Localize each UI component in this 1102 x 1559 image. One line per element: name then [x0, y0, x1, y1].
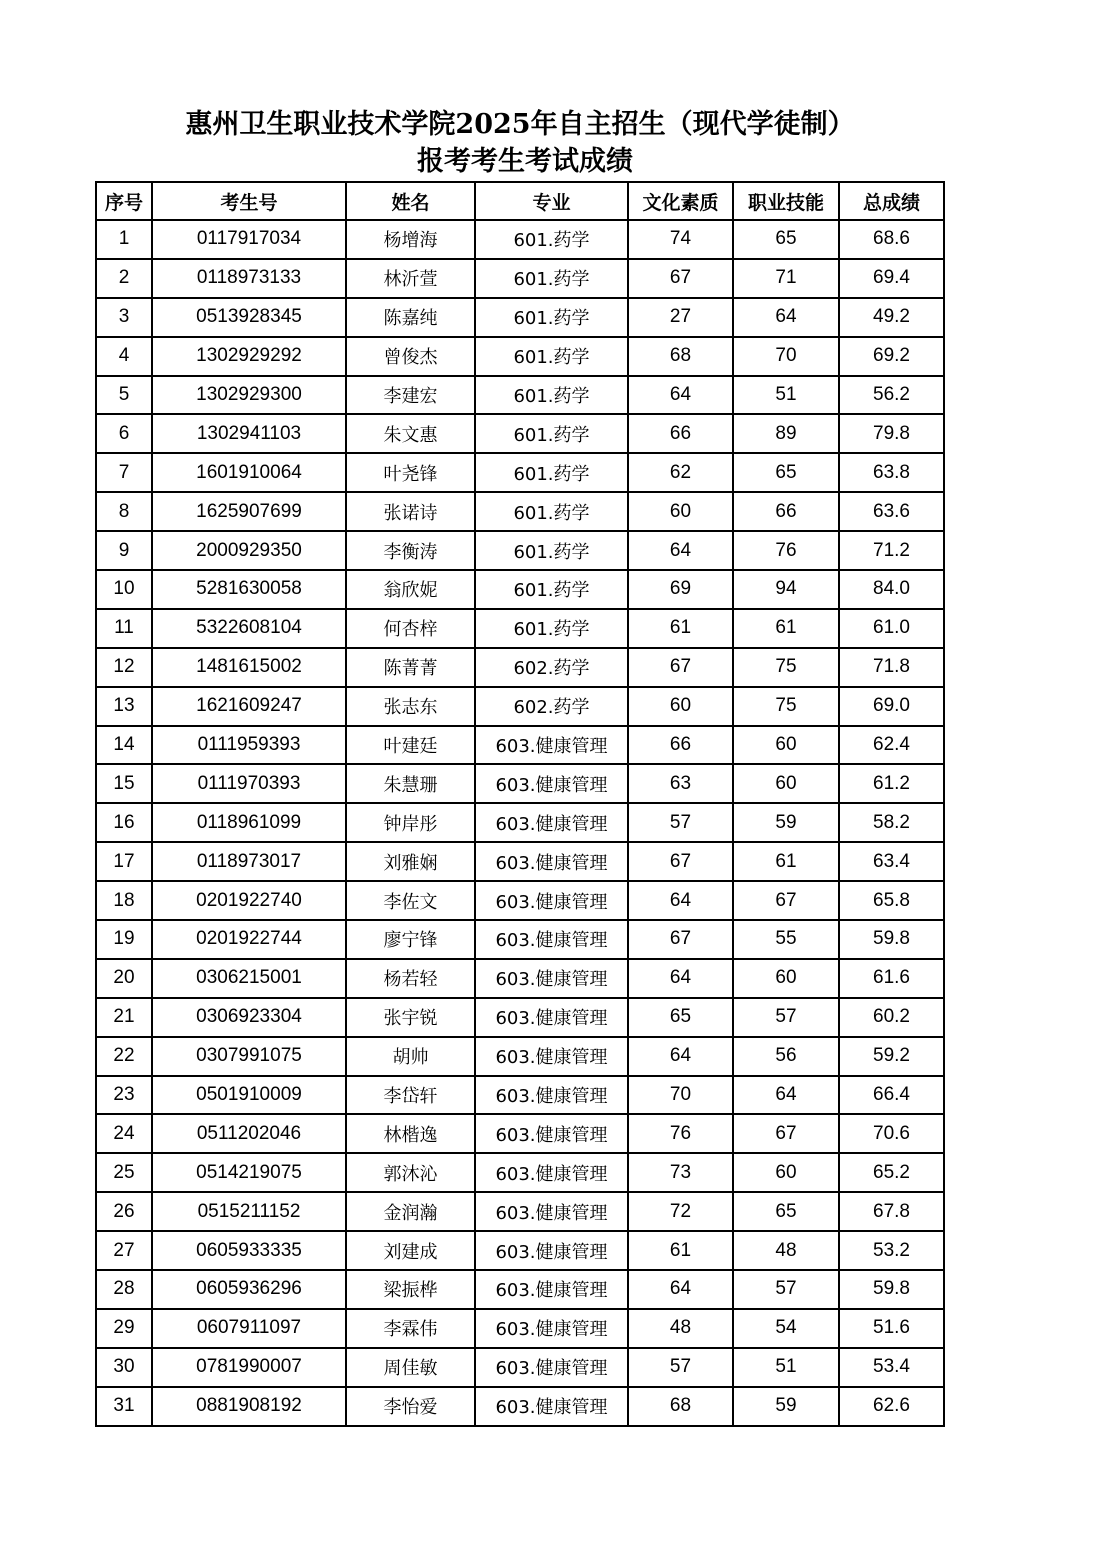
cell-skill-score: 76 [733, 531, 839, 570]
table-row [96, 648, 944, 687]
cell-major: 603.健康管理 [475, 842, 628, 881]
cell-index: 7 [96, 453, 152, 492]
table-row [96, 337, 944, 376]
cell-culture-score: 57 [628, 1348, 733, 1387]
cell-culture-score: 60 [628, 687, 733, 726]
cell-name: 林沂萱 [346, 259, 475, 298]
cell-skill-score: 65 [733, 1192, 839, 1231]
cell-major: 601.药学 [475, 414, 628, 453]
cell-name: 何杏梓 [346, 609, 475, 648]
cell-major: 602.药学 [475, 648, 628, 687]
cell-total-score: 71.8 [839, 648, 944, 687]
cell-index: 27 [96, 1231, 152, 1270]
cell-exam-id: 0501910009 [152, 1076, 346, 1115]
cell-name: 杨若轻 [346, 959, 475, 998]
cell-exam-id: 5281630058 [152, 570, 346, 609]
cell-total-score: 68.6 [839, 220, 944, 259]
cell-name: 郭沐沁 [346, 1153, 475, 1192]
cell-exam-id: 1621609247 [152, 687, 346, 726]
cell-total-score: 59.8 [839, 1270, 944, 1309]
cell-exam-id: 1302929292 [152, 337, 346, 376]
cell-exam-id: 0307991075 [152, 1037, 346, 1076]
cell-skill-score: 65 [733, 453, 839, 492]
table-row [96, 1192, 944, 1231]
cell-index: 3 [96, 298, 152, 337]
table-row [96, 1270, 944, 1309]
cell-culture-score: 74 [628, 220, 733, 259]
cell-major: 603.健康管理 [475, 1270, 628, 1309]
cell-index: 12 [96, 648, 152, 687]
cell-total-score: 61.6 [839, 959, 944, 998]
cell-skill-score: 51 [733, 1348, 839, 1387]
header-name: 姓名 [346, 182, 475, 220]
cell-name: 刘雅娴 [346, 842, 475, 881]
cell-total-score: 66.4 [839, 1076, 944, 1115]
cell-culture-score: 67 [628, 259, 733, 298]
cell-index: 25 [96, 1153, 152, 1192]
cell-culture-score: 61 [628, 609, 733, 648]
cell-major: 603.健康管理 [475, 881, 628, 920]
cell-major: 603.健康管理 [475, 803, 628, 842]
cell-skill-score: 54 [733, 1309, 839, 1348]
cell-total-score: 53.4 [839, 1348, 944, 1387]
cell-total-score: 67.8 [839, 1192, 944, 1231]
table-row [96, 414, 944, 453]
cell-index: 22 [96, 1037, 152, 1076]
cell-exam-id: 2000929350 [152, 531, 346, 570]
cell-skill-score: 60 [733, 764, 839, 803]
cell-exam-id: 0117917034 [152, 220, 346, 259]
cell-name: 胡帅 [346, 1037, 475, 1076]
cell-skill-score: 57 [733, 998, 839, 1037]
cell-major: 603.健康管理 [475, 1153, 628, 1192]
cell-skill-score: 71 [733, 259, 839, 298]
cell-culture-score: 72 [628, 1192, 733, 1231]
cell-name: 李怡爱 [346, 1387, 475, 1426]
cell-culture-score: 67 [628, 842, 733, 881]
cell-name: 刘建成 [346, 1231, 475, 1270]
cell-major: 601.药学 [475, 259, 628, 298]
cell-exam-id: 0607911097 [152, 1309, 346, 1348]
cell-name: 张宇锐 [346, 998, 475, 1037]
cell-major: 603.健康管理 [475, 1231, 628, 1270]
cell-name: 曾俊杰 [346, 337, 475, 376]
cell-major: 601.药学 [475, 531, 628, 570]
cell-major: 603.健康管理 [475, 1037, 628, 1076]
cell-major: 603.健康管理 [475, 1192, 628, 1231]
cell-total-score: 62.4 [839, 726, 944, 765]
cell-culture-score: 62 [628, 453, 733, 492]
cell-name: 钟岸彤 [346, 803, 475, 842]
cell-major: 603.健康管理 [475, 764, 628, 803]
cell-exam-id: 0111970393 [152, 764, 346, 803]
cell-major: 603.健康管理 [475, 1309, 628, 1348]
cell-index: 8 [96, 492, 152, 531]
cell-exam-id: 0118973133 [152, 259, 346, 298]
cell-total-score: 58.2 [839, 803, 944, 842]
cell-major: 602.药学 [475, 687, 628, 726]
table-row [96, 726, 944, 765]
cell-skill-score: 66 [733, 492, 839, 531]
cell-total-score: 51.6 [839, 1309, 944, 1348]
table-row [96, 570, 944, 609]
cell-name: 李霖伟 [346, 1309, 475, 1348]
cell-index: 19 [96, 920, 152, 959]
cell-culture-score: 65 [628, 998, 733, 1037]
cell-index: 15 [96, 764, 152, 803]
cell-skill-score: 57 [733, 1270, 839, 1309]
cell-total-score: 63.4 [839, 842, 944, 881]
cell-index: 16 [96, 803, 152, 842]
cell-total-score: 70.6 [839, 1114, 944, 1153]
cell-total-score: 62.6 [839, 1387, 944, 1426]
cell-name: 林楷逸 [346, 1114, 475, 1153]
cell-culture-score: 64 [628, 376, 733, 415]
cell-culture-score: 70 [628, 1076, 733, 1115]
cell-skill-score: 61 [733, 842, 839, 881]
table-row [96, 1076, 944, 1115]
cell-exam-id: 1625907699 [152, 492, 346, 531]
cell-total-score: 79.8 [839, 414, 944, 453]
cell-total-score: 69.0 [839, 687, 944, 726]
cell-index: 13 [96, 687, 152, 726]
cell-culture-score: 63 [628, 764, 733, 803]
table-row [96, 259, 944, 298]
cell-skill-score: 67 [733, 881, 839, 920]
cell-major: 603.健康管理 [475, 1114, 628, 1153]
cell-culture-score: 66 [628, 414, 733, 453]
cell-total-score: 49.2 [839, 298, 944, 337]
cell-total-score: 53.2 [839, 1231, 944, 1270]
cell-skill-score: 55 [733, 920, 839, 959]
header-skill-score: 职业技能 [733, 182, 839, 220]
cell-name: 李岱轩 [346, 1076, 475, 1115]
cell-total-score: 71.2 [839, 531, 944, 570]
cell-exam-id: 0513928345 [152, 298, 346, 337]
cell-exam-id: 5322608104 [152, 609, 346, 648]
cell-culture-score: 48 [628, 1309, 733, 1348]
cell-total-score: 65.8 [839, 881, 944, 920]
cell-culture-score: 64 [628, 959, 733, 998]
table-row [96, 803, 944, 842]
cell-exam-id: 0605936296 [152, 1270, 346, 1309]
table-row [96, 881, 944, 920]
cell-major: 601.药学 [475, 298, 628, 337]
cell-total-score: 56.2 [839, 376, 944, 415]
table-header-row [96, 182, 944, 220]
cell-culture-score: 64 [628, 1270, 733, 1309]
cell-total-score: 61.0 [839, 609, 944, 648]
table-row [96, 959, 944, 998]
cell-exam-id: 1302941103 [152, 414, 346, 453]
cell-total-score: 65.2 [839, 1153, 944, 1192]
cell-culture-score: 66 [628, 726, 733, 765]
table-row [96, 1114, 944, 1153]
cell-exam-id: 0515211152 [152, 1192, 346, 1231]
cell-name: 廖宁锋 [346, 920, 475, 959]
table-row [96, 376, 944, 415]
cell-exam-id: 1481615002 [152, 648, 346, 687]
cell-index: 28 [96, 1270, 152, 1309]
cell-index: 26 [96, 1192, 152, 1231]
header-culture-score: 文化素质 [628, 182, 733, 220]
cell-skill-score: 59 [733, 1387, 839, 1426]
cell-total-score: 61.2 [839, 764, 944, 803]
table-row [96, 298, 944, 337]
cell-skill-score: 64 [733, 1076, 839, 1115]
cell-skill-score: 75 [733, 648, 839, 687]
cell-name: 翁欣妮 [346, 570, 475, 609]
cell-skill-score: 70 [733, 337, 839, 376]
cell-exam-id: 0306215001 [152, 959, 346, 998]
cell-name: 李衡涛 [346, 531, 475, 570]
cell-total-score: 63.6 [839, 492, 944, 531]
cell-index: 2 [96, 259, 152, 298]
table-row [96, 1348, 944, 1387]
cell-total-score: 63.8 [839, 453, 944, 492]
cell-exam-id: 0201922744 [152, 920, 346, 959]
cell-skill-score: 61 [733, 609, 839, 648]
cell-index: 18 [96, 881, 152, 920]
cell-name: 叶尧锋 [346, 453, 475, 492]
cell-exam-id: 0781990007 [152, 1348, 346, 1387]
cell-index: 6 [96, 414, 152, 453]
cell-skill-score: 48 [733, 1231, 839, 1270]
cell-major: 603.健康管理 [475, 1387, 628, 1426]
cell-name: 金润瀚 [346, 1192, 475, 1231]
cell-total-score: 69.4 [839, 259, 944, 298]
cell-skill-score: 51 [733, 376, 839, 415]
cell-total-score: 69.2 [839, 337, 944, 376]
table-row [96, 764, 944, 803]
cell-index: 4 [96, 337, 152, 376]
table-row [96, 1387, 944, 1426]
cell-culture-score: 64 [628, 531, 733, 570]
cell-exam-id: 0511202046 [152, 1114, 346, 1153]
cell-skill-score: 65 [733, 220, 839, 259]
cell-exam-id: 0111959393 [152, 726, 346, 765]
cell-total-score: 60.2 [839, 998, 944, 1037]
cell-index: 5 [96, 376, 152, 415]
cell-culture-score: 57 [628, 803, 733, 842]
cell-name: 叶建廷 [346, 726, 475, 765]
table-row [96, 998, 944, 1037]
cell-index: 14 [96, 726, 152, 765]
table-row [96, 220, 944, 259]
cell-culture-score: 67 [628, 920, 733, 959]
header-total-score: 总成绩 [839, 182, 944, 220]
cell-exam-id: 1302929300 [152, 376, 346, 415]
cell-name: 周佳敏 [346, 1348, 475, 1387]
cell-culture-score: 69 [628, 570, 733, 609]
cell-major: 603.健康管理 [475, 998, 628, 1037]
cell-skill-score: 75 [733, 687, 839, 726]
cell-major: 601.药学 [475, 453, 628, 492]
cell-skill-score: 60 [733, 726, 839, 765]
cell-index: 30 [96, 1348, 152, 1387]
cell-skill-score: 59 [733, 803, 839, 842]
cell-name: 陈菁菁 [346, 648, 475, 687]
document-subtitle: 报考考生考试成绩 [417, 146, 633, 177]
cell-major: 601.药学 [475, 570, 628, 609]
document-title: 惠州卫生职业技术学院2025年自主招生（现代学徒制） [185, 109, 855, 140]
cell-skill-score: 64 [733, 298, 839, 337]
cell-major: 601.药学 [475, 492, 628, 531]
cell-culture-score: 64 [628, 881, 733, 920]
cell-major: 601.药学 [475, 337, 628, 376]
cell-name: 朱文惠 [346, 414, 475, 453]
cell-exam-id: 0881908192 [152, 1387, 346, 1426]
cell-name: 杨增海 [346, 220, 475, 259]
cell-exam-id: 1601910064 [152, 453, 346, 492]
cell-index: 20 [96, 959, 152, 998]
cell-name: 梁振桦 [346, 1270, 475, 1309]
table-row [96, 1153, 944, 1192]
cell-skill-score: 94 [733, 570, 839, 609]
cell-total-score: 84.0 [839, 570, 944, 609]
cell-index: 10 [96, 570, 152, 609]
cell-exam-id: 0118961099 [152, 803, 346, 842]
cell-culture-score: 27 [628, 298, 733, 337]
cell-index: 24 [96, 1114, 152, 1153]
cell-culture-score: 67 [628, 648, 733, 687]
cell-name: 李佐文 [346, 881, 475, 920]
cell-major: 601.药学 [475, 609, 628, 648]
cell-name: 李建宏 [346, 376, 475, 415]
cell-culture-score: 61 [628, 1231, 733, 1270]
cell-culture-score: 64 [628, 1037, 733, 1076]
cell-skill-score: 67 [733, 1114, 839, 1153]
cell-skill-score: 60 [733, 959, 839, 998]
table-row [96, 1309, 944, 1348]
cell-index: 1 [96, 220, 152, 259]
cell-skill-score: 89 [733, 414, 839, 453]
cell-culture-score: 73 [628, 1153, 733, 1192]
cell-index: 21 [96, 998, 152, 1037]
cell-name: 朱慧珊 [346, 764, 475, 803]
table-row [96, 920, 944, 959]
cell-index: 31 [96, 1387, 152, 1426]
cell-major: 603.健康管理 [475, 920, 628, 959]
table-row [96, 842, 944, 881]
cell-culture-score: 68 [628, 1387, 733, 1426]
table-row [96, 609, 944, 648]
scores-table [95, 181, 945, 1427]
cell-major: 601.药学 [475, 220, 628, 259]
cell-exam-id: 0118973017 [152, 842, 346, 881]
cell-culture-score: 60 [628, 492, 733, 531]
cell-index: 29 [96, 1309, 152, 1348]
cell-name: 张诺诗 [346, 492, 475, 531]
cell-skill-score: 56 [733, 1037, 839, 1076]
table-row [96, 1231, 944, 1270]
cell-name: 陈嘉纯 [346, 298, 475, 337]
cell-major: 603.健康管理 [475, 1076, 628, 1115]
cell-major: 601.药学 [475, 376, 628, 415]
table-row [96, 687, 944, 726]
cell-major: 603.健康管理 [475, 1348, 628, 1387]
table-row [96, 453, 944, 492]
cell-index: 11 [96, 609, 152, 648]
cell-name: 张志东 [346, 687, 475, 726]
cell-index: 17 [96, 842, 152, 881]
header-exam-id: 考生号 [152, 182, 346, 220]
cell-exam-id: 0306923304 [152, 998, 346, 1037]
header-index: 序号 [96, 182, 152, 220]
cell-index: 23 [96, 1076, 152, 1115]
cell-skill-score: 60 [733, 1153, 839, 1192]
table-row [96, 492, 944, 531]
cell-exam-id: 0514219075 [152, 1153, 346, 1192]
cell-culture-score: 76 [628, 1114, 733, 1153]
cell-index: 9 [96, 531, 152, 570]
cell-culture-score: 68 [628, 337, 733, 376]
table-row [96, 531, 944, 570]
header-major: 专业 [475, 182, 628, 220]
cell-exam-id: 0201922740 [152, 881, 346, 920]
table-row [96, 1037, 944, 1076]
cell-total-score: 59.8 [839, 920, 944, 959]
cell-exam-id: 0605933335 [152, 1231, 346, 1270]
cell-major: 603.健康管理 [475, 959, 628, 998]
cell-major: 603.健康管理 [475, 726, 628, 765]
cell-total-score: 59.2 [839, 1037, 944, 1076]
